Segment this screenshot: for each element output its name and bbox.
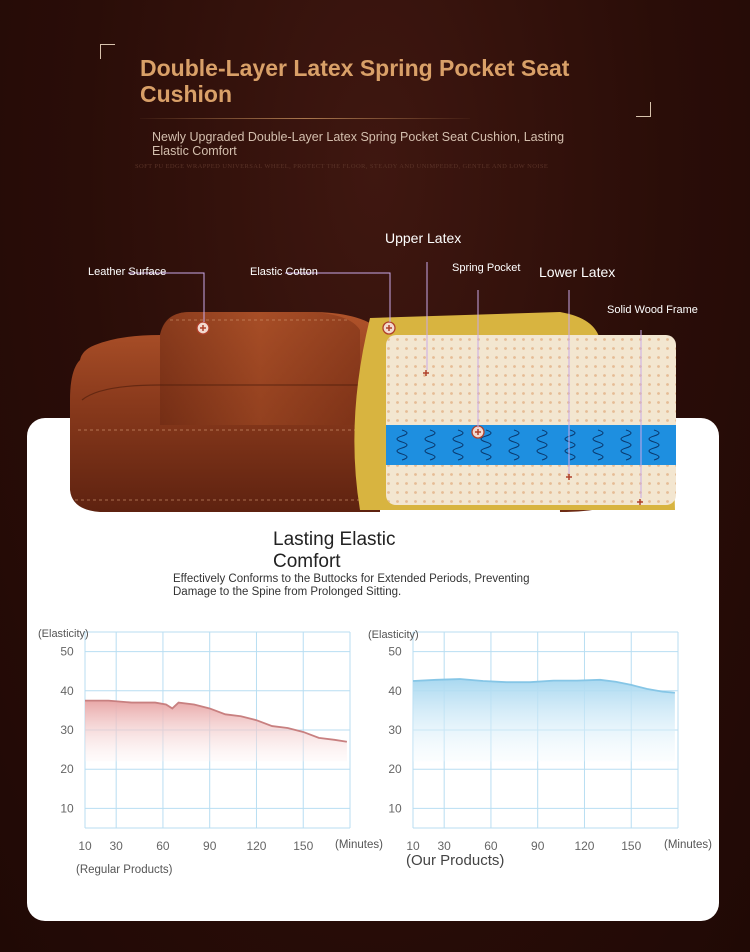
- label-leather-surface: Leather Surface: [88, 266, 167, 278]
- chart-regular-products: [30, 620, 390, 890]
- chart-regular-x-tick-label: 30: [109, 839, 123, 853]
- chart-regular-x-tick-label: 120: [246, 839, 267, 853]
- chart-regular-xlabel: (Minutes): [335, 839, 383, 851]
- label-solid-wood-frame: Solid Wood Frame: [607, 304, 698, 316]
- chart-regular-y-tick-label: 10: [60, 801, 74, 816]
- chart-regular-x-tick-label: 150: [293, 839, 314, 853]
- chart-regular-y-tick-label: 30: [60, 723, 74, 737]
- chart-our-y-tick-label: 20: [388, 762, 402, 777]
- chart-our-ylabel: (Elasticity): [368, 629, 419, 641]
- fine-print: SOFT PU EDGE WRAPPED UNIVERSAL WHEEL, PROTECT THE FLOOR, STEADY AND UNIMPEDED, GENTLE AND LOW NOISE: [135, 163, 549, 170]
- label-upper-latex: Upper Latex: [385, 230, 462, 246]
- chart-our-caption: (Our Products): [406, 852, 505, 869]
- label-lower-latex: Lower Latex: [539, 264, 616, 280]
- chart-our-products: [358, 620, 718, 890]
- corner-bracket-top-left: [100, 44, 115, 59]
- feature-heading-text: Lasting Elastic Comfort: [273, 529, 396, 572]
- chart-regular-y-tick-label: 20: [60, 762, 74, 777]
- chart-our-y-tick-label: 10: [388, 801, 402, 816]
- chart-regular-caption: (Regular Products): [76, 864, 173, 876]
- chart-our-x-tick-label: 60: [484, 839, 498, 853]
- chart-regular-y-tick-label: 50: [60, 644, 74, 659]
- chart-our-xlabel: (Minutes): [664, 839, 712, 851]
- chart-our-x-tick-label: 120: [574, 839, 595, 853]
- chart-our-x-tick-label: 150: [621, 839, 642, 853]
- chart-our-x-tick-label: 10: [406, 839, 420, 853]
- chart-regular-x-tick-label: 10: [78, 839, 92, 853]
- chart-regular-ylabel: (Elasticity): [38, 628, 89, 640]
- chart-our-y-tick-label: 50: [388, 644, 402, 659]
- chart-regular-y-tick-label: 40: [60, 683, 74, 698]
- title-divider: [140, 118, 470, 119]
- corner-bracket-bottom-right: [636, 102, 651, 117]
- chart-regular-x-tick-label: 90: [203, 839, 217, 853]
- chart-our-y-tick-label: 40: [388, 683, 402, 698]
- page-title: Double-Layer Latex Spring Pocket Seat Cushion: [140, 55, 570, 107]
- cushion-cross-section-illustration: [60, 290, 700, 520]
- label-elastic-cotton: Elastic Cotton: [250, 266, 318, 278]
- page-subtitle: Newly Upgraded Double-Layer Latex Spring Pocket Seat Cushion, Lasting Elastic Comfort: [152, 130, 565, 158]
- chart-regular-x-tick-label: 60: [156, 839, 170, 853]
- chart-our-x-tick-label: 30: [437, 839, 451, 853]
- chart-our-y-tick-label: 30: [388, 723, 402, 737]
- chart-regular-area: [85, 701, 347, 762]
- chart-our-area: [413, 679, 675, 761]
- feature-description: Effectively Conforms to the Buttocks for Extended Periods, Preventing Damage to the Spine from Prolonged Sitting.: [173, 573, 530, 598]
- label-spring-pocket: Spring Pocket: [452, 262, 521, 274]
- chart-our-x-tick-label: 90: [531, 839, 545, 853]
- feature-heading: [273, 529, 423, 573]
